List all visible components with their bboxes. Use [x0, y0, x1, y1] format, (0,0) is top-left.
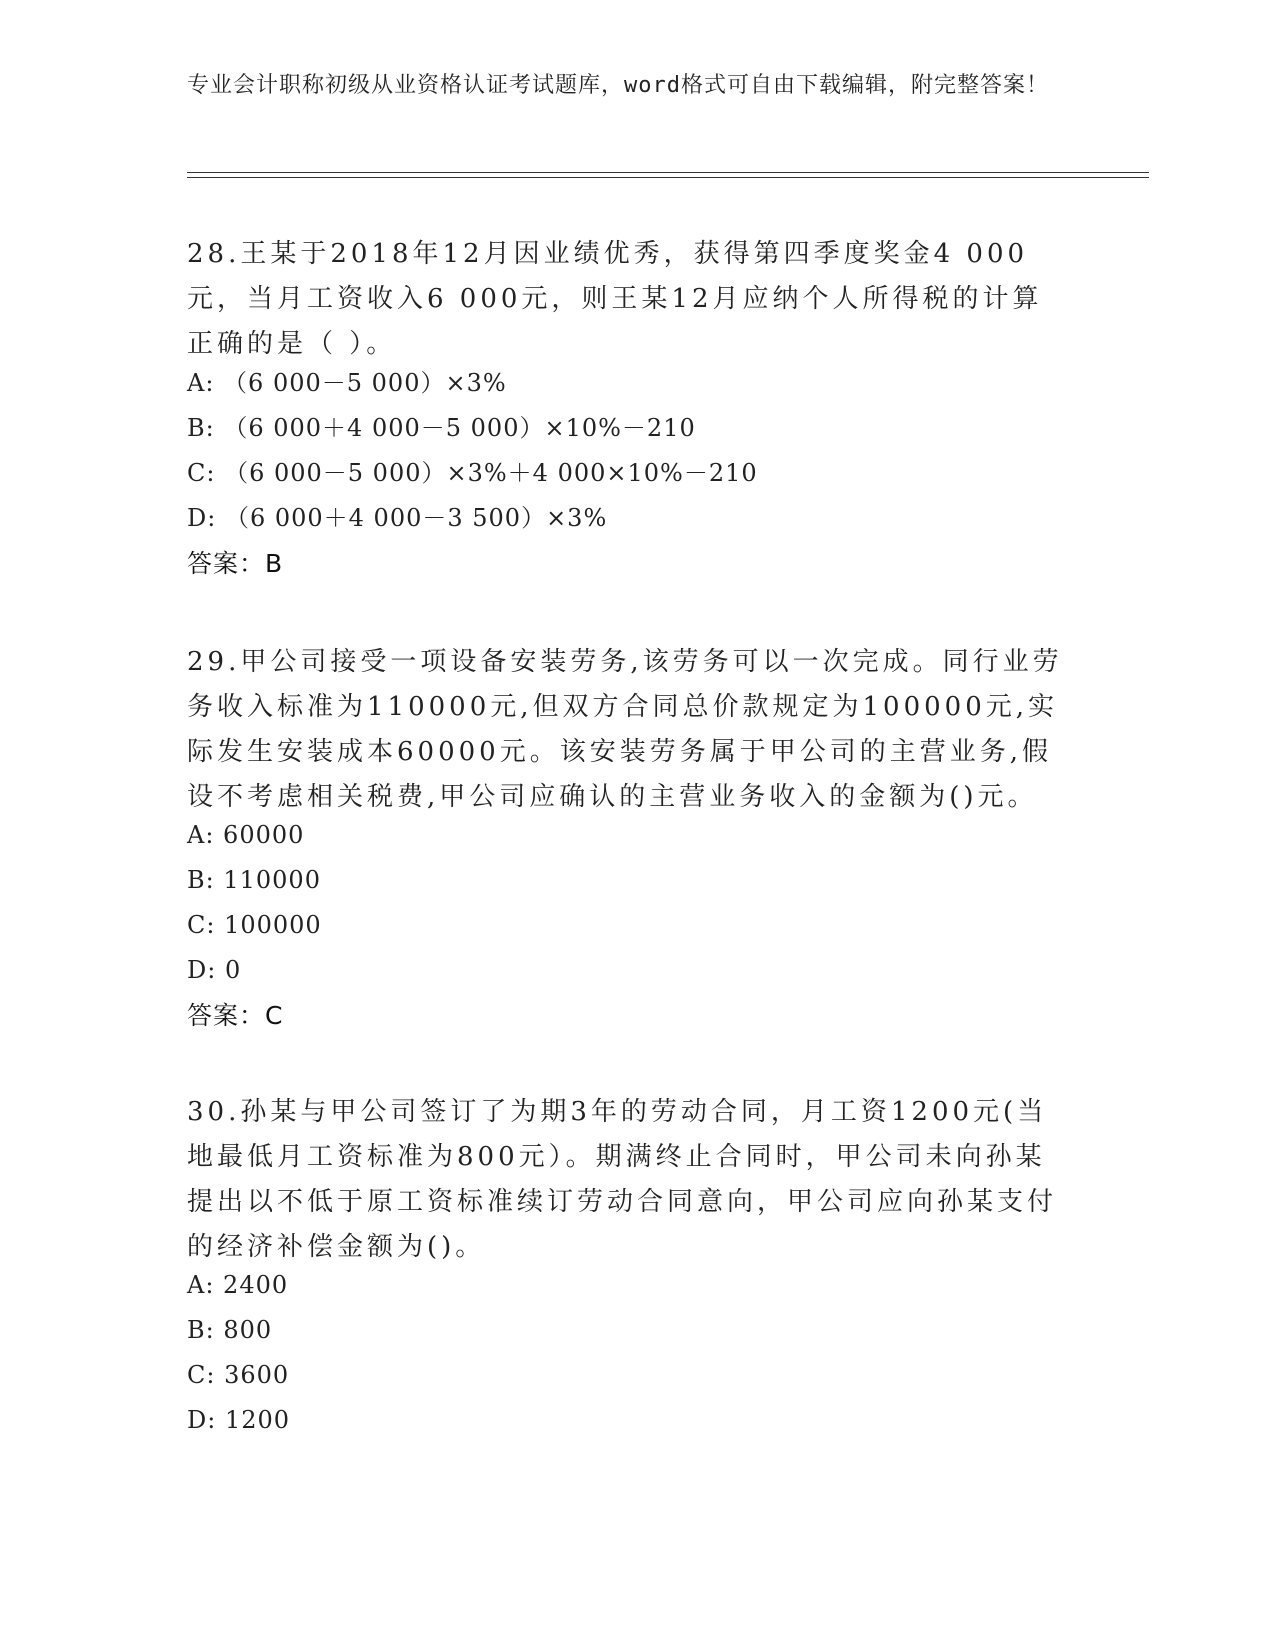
question-28-option-b: B: （6 000＋4 000－5 000）×10%－210: [187, 414, 696, 442]
question-29-option-a: A: 60000: [187, 821, 305, 849]
document-header: 专业会计职称初级从业资格认证考试题库，word格式可自由下载编辑，附完整答案！: [187, 73, 1049, 98]
question-28-option-d: D: （6 000＋4 000－3 500）×3%: [187, 504, 608, 532]
question-29-option-d: D: 0: [187, 956, 242, 984]
question-29-answer: 答案：C: [187, 1001, 284, 1030]
question-29-option-c: C: 100000: [187, 911, 322, 939]
question-29-option-b: B: 110000: [187, 866, 321, 894]
header-divider-bottom: [187, 177, 1149, 178]
question-28-option-a: A: （6 000－5 000）×3%: [187, 369, 507, 397]
question-28-option-c: C: （6 000－5 000）×3%＋4 000×10%－210: [187, 459, 758, 487]
question-30-text: 30.孙某与甲公司签订了为期3年的劳动合同，月工资1200元(当地最低月工资标准为800元）。期满终止合同时，甲公司未向孙某提出以不低于原工资标准续订劳动合同意向，甲公司应向孙某支付的经济补偿金额为()。: [187, 1097, 1058, 1262]
question-28-text: 28.王某于2018年12月因业绩优秀，获得第四季度奖金4 000元，当月工资收入6 000元，则王某12月应纳个人所得税的计算正确的是（ ）。: [187, 239, 1043, 359]
question-30-option-d: D: 1200: [187, 1406, 291, 1434]
question-29-text: 29.甲公司接受一项设备安装劳务,该劳务可以一次完成。同行业劳务收入标准为110000元,但双方合同总价款规定为100000元,实际发生安装成本60000元。该安装劳务属于甲公司的主营业务,假设不考虑相关税费,甲公司应确认的主营业务收入的金额为()元。: [187, 647, 1063, 812]
question-30-option-c: C: 3600: [187, 1361, 290, 1389]
question-30-option-a: A: 2400: [187, 1271, 289, 1299]
question-30-option-b: B: 800: [187, 1316, 273, 1344]
header-divider-top: [187, 172, 1149, 173]
question-28-answer: 答案：B: [187, 549, 284, 578]
